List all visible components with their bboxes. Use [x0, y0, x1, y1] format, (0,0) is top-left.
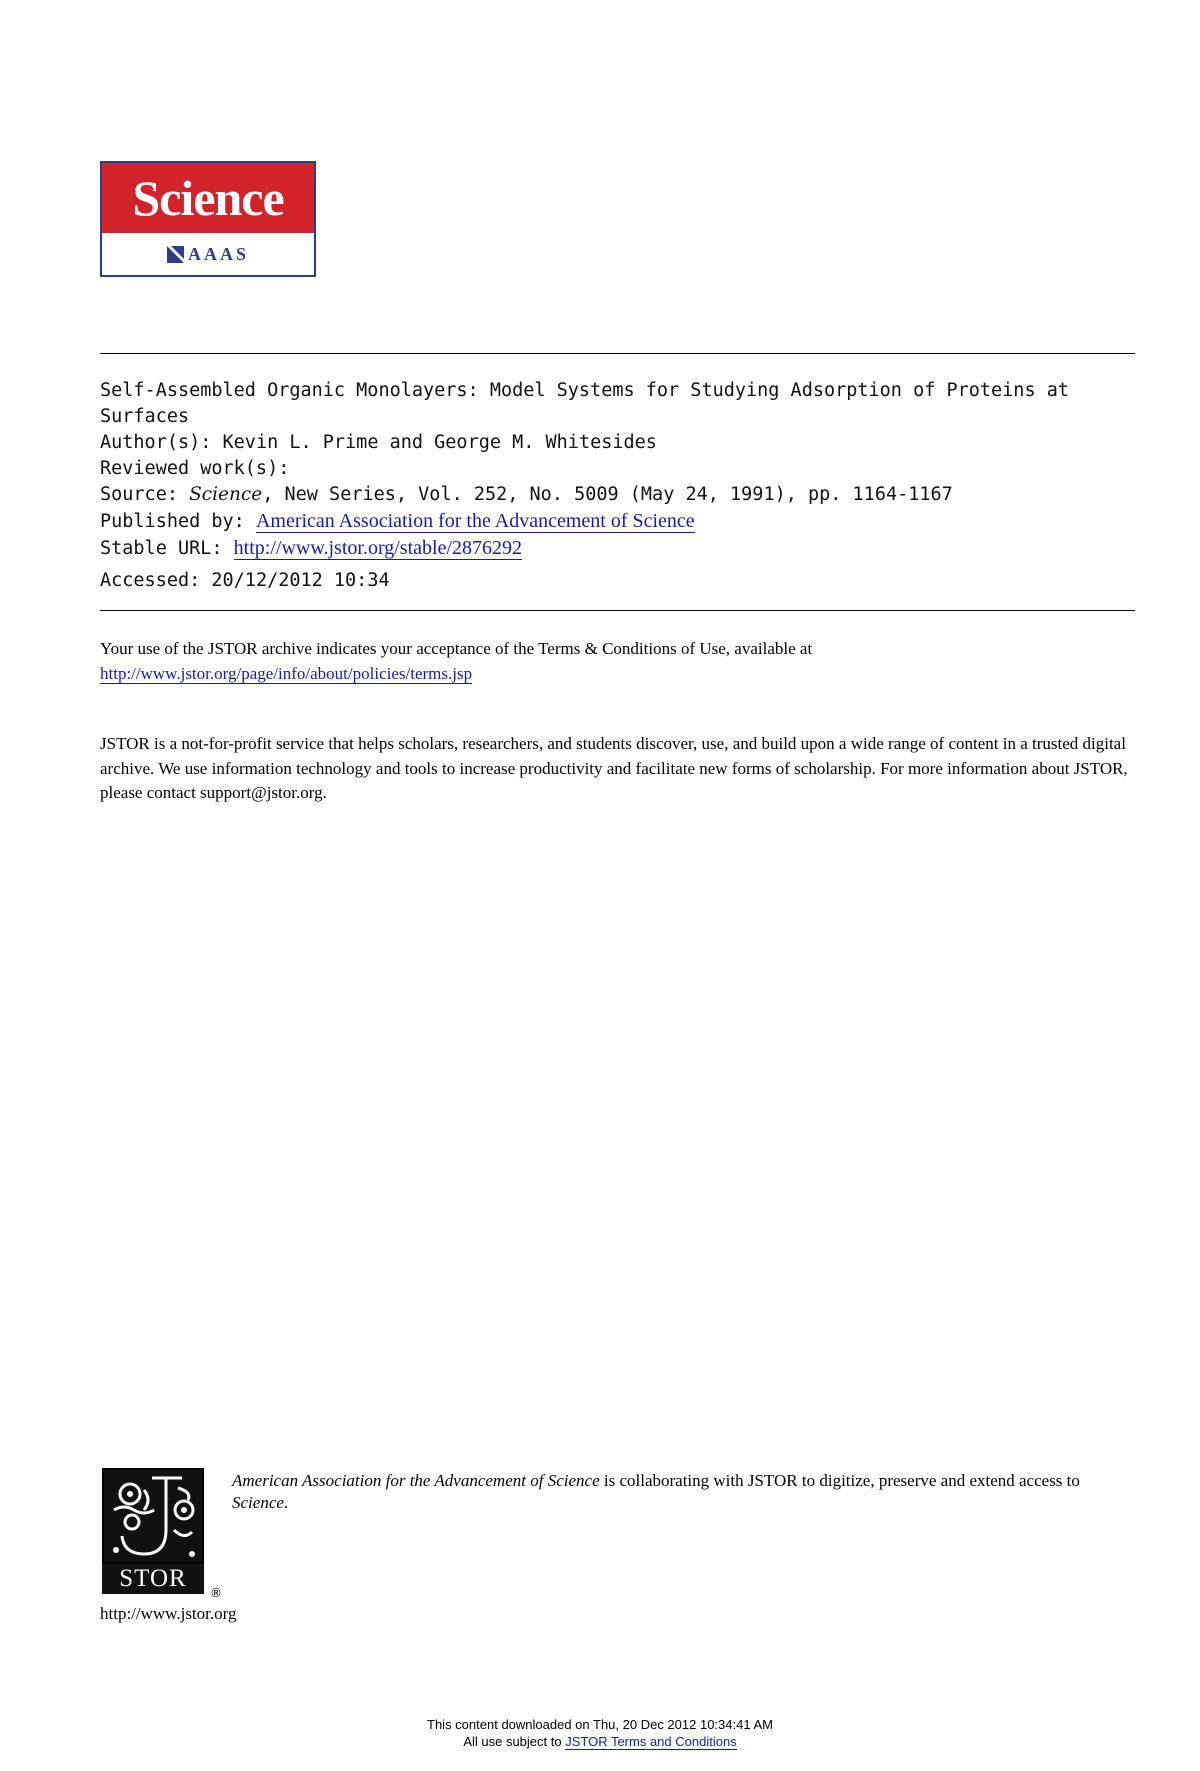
registered-mark: ® [210, 1586, 222, 1600]
source-row [100, 482, 1140, 508]
publisher-link[interactable]: American Association for the Advancement of Science [255, 510, 695, 532]
publisher-row [100, 508, 1140, 535]
jstor-home-url: http://www.jstor.org [100, 1604, 237, 1623]
terms-footer-row [0, 1733, 1200, 1750]
accessed-row [100, 568, 1140, 594]
terms-text: Your use of the JSTOR archive indicates your acceptance of the Terms & Conditions of Use, available at [100, 639, 813, 658]
about-jstor-notice: JSTOR is a not-for-profit service that helps scholars, researchers, and students discover, use, and build upon a wide range of content in a trusted digital archive. We use information technology and tools to increase productivity and facilitate new forms of scholarship. For more information about JSTOR, please contact support@jstor.org. [100, 734, 1128, 802]
collab-end: . [283, 1493, 289, 1512]
download-footer [0, 1716, 1200, 1750]
terms-footer-link[interactable]: JSTOR Terms and Conditions [565, 1734, 737, 1749]
authors-row [100, 430, 1140, 456]
reviewed-row [100, 456, 1140, 482]
stable-url-row [100, 535, 1140, 562]
stable-url-link[interactable]: http://www.jstor.org/stable/2876292 [233, 537, 523, 559]
jstor-ornament [102, 1468, 204, 1564]
collab-journal: Science [232, 1493, 284, 1512]
top-divider [100, 353, 1135, 354]
reviewed-label: Reviewed work(s): [100, 458, 290, 479]
terms-notice [100, 637, 1140, 686]
terms-footer-prefix: All use subject to [463, 1734, 566, 1749]
publisher-label: Published by: [100, 511, 245, 532]
jstor-logo [102, 1468, 204, 1596]
aaas-text: AAAS [187, 243, 249, 264]
science-wordmark: Science [132, 170, 284, 226]
aaas-logo [167, 244, 249, 265]
article-title: Self-Assembled Organic Monolayers: Model Systems for Studying Adsorption of Proteins at Surfaces [100, 380, 1070, 427]
accessed-value: 20/12/2012 10:34 [211, 570, 390, 591]
aaas-mark-icon [167, 246, 184, 263]
authors-value: Kevin L. Prime and George M. Whitesides [222, 432, 657, 453]
accessed-label: Accessed: [100, 570, 201, 591]
jstor-wordmark: STOR [102, 1564, 204, 1594]
stable-url-label: Stable URL: [100, 538, 223, 559]
terms-link[interactable]: http://www.jstor.org/page/info/about/policies/terms.jsp [100, 663, 473, 683]
collaboration-statement [232, 1470, 1112, 1514]
source-label: Source: [100, 484, 178, 505]
download-info: This content downloaded on Thu, 20 Dec 2012 10:34:41 AM [427, 1717, 773, 1732]
science-logo [100, 161, 316, 277]
aaas-band [102, 233, 314, 275]
jstor-ornament-icon [104, 1470, 202, 1562]
source-details: , New Series, Vol. 252, No. 5009 (May 24, 1991), pp. 1164-1167 [262, 484, 953, 505]
collab-text: is collaborating with JSTOR to digitize, preserve and extend access to [599, 1471, 1080, 1490]
collab-org: American Association for the Advancement of Science [232, 1471, 600, 1490]
citation-block [100, 378, 1140, 594]
authors-label: Author(s): [100, 432, 212, 453]
source-journal: Science [189, 484, 263, 505]
bottom-divider [100, 610, 1135, 611]
science-wordmark-band [102, 163, 314, 233]
